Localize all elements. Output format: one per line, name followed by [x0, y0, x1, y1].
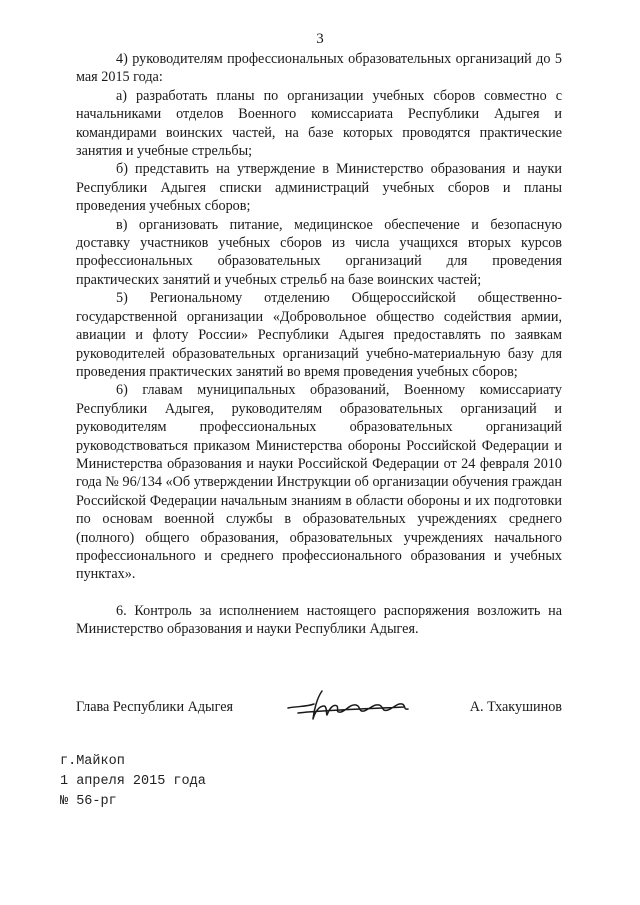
- stamp-date: 1 апреля 2015 года: [60, 774, 206, 789]
- page-number: 3: [316, 31, 324, 47]
- paragraph-control: 6. Контроль за исполнением настоящего распоряжения возложить на Министерство образования и науки Республики Адыгея.: [76, 602, 562, 638]
- paragraph-item-6: 6) главам муниципальных образований, Военному комиссариату Республики Адыгея, руководителям образовательных организаций и руководителям профессиональных образовательных организаций руководствоваться приказом Министерства обороны Российской Федерации и Министерства образования и науки Российской Федерации от 24 февраля 2010 года № 96/134 «Об утверждении Инструкции об организации обучения граждан Российской Федерации начальным знаниям в области обороны и их подготовки по основам военной службы в образовательных учреждениях среднего (полного) общего образования, образовательных учреждениях начального профессионального и среднего профессионального образования и учебных пунктах».: [76, 382, 562, 583]
- handwritten-signature-icon: [284, 688, 414, 722]
- paragraph-item-4c: в) организовать питание, медицинское обеспечение и безопасную доставку участников учебных сборов из числа учащихся вторых курсов профессиональных образовательных организаций для проведения практических занятий и учебных стрельб на базе воинских частей;: [76, 216, 562, 288]
- paragraph-item-4b: б) представить на утверждение в Министерство образования и науки Республики Адыгея списки администраций учебных сборов и планы проведения учебных сборов;: [76, 161, 562, 215]
- stamp-number: № 56-рг: [60, 794, 117, 809]
- paragraph-item-5: 5) Региональному отделению Общероссийской общественно-государственной организации «Добровольное общество содействия армии, авиации и флоту России» Республики Адыгея предоставлять по заявкам руководителей образовательных организаций учебно-материальную базу для проведения практических занятий во время проведения учебных сборов;: [76, 290, 562, 380]
- document-body: [76, 50, 562, 639]
- registration-stamp: [60, 752, 206, 812]
- paragraph-item-4: 4) руководителям профессиональных образовательных организаций до 5 мая 2015 года:: [76, 51, 562, 86]
- signatory-title: Глава Республики Адыгея: [76, 699, 234, 715]
- paragraph-item-4a: а) разработать планы по организации учебных сборов совместно с начальниками отделов Военного комиссариата Республики Адыгея и командирами воинских частей, на базе которых проводятся практические занятия и учебные стрельбы;: [76, 87, 562, 160]
- stamp-city: г.Майкоп: [60, 754, 125, 769]
- signatory-name: А. Тхакушинов: [469, 699, 562, 715]
- signature-block: [76, 688, 562, 728]
